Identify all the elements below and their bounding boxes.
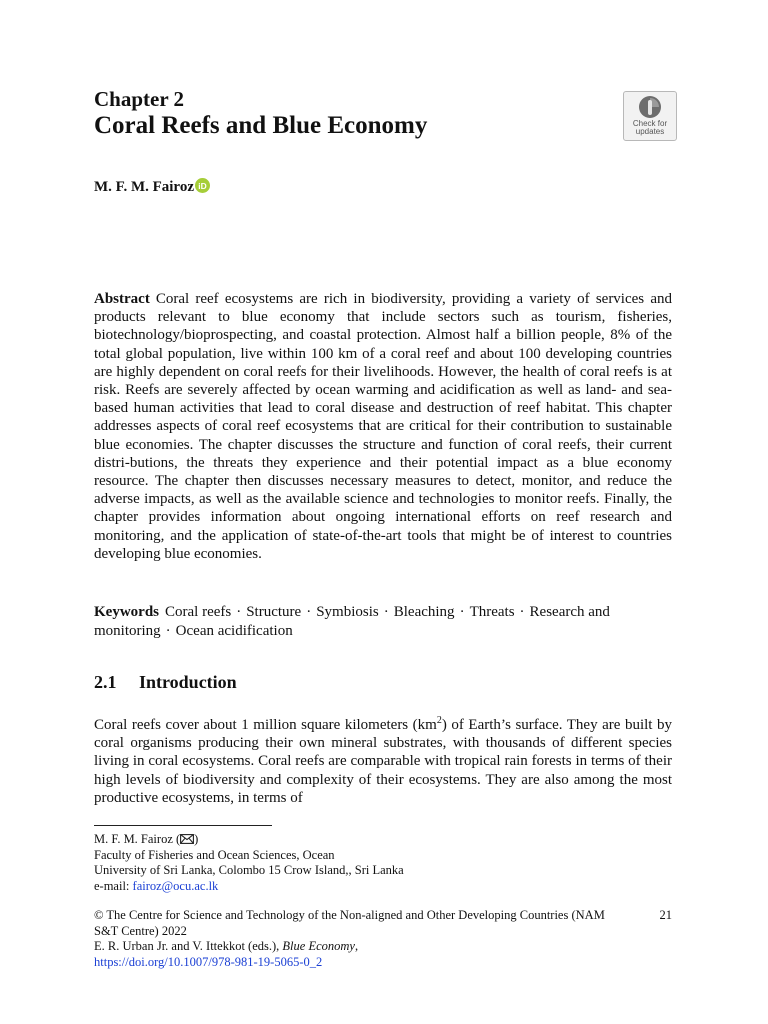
- keyword: Symbiosis: [316, 604, 379, 620]
- keyword: Research and monitoring: [94, 604, 610, 639]
- keyword: Coral reefs: [165, 604, 232, 620]
- email-line: [94, 879, 404, 895]
- doi-link[interactable]: https://doi.org/10.1007/978-981-19-5065-0_2: [94, 954, 323, 969]
- abstract: [94, 290, 672, 563]
- intro-text-part: Coral reefs cover about 1 million square kilometers (km: [94, 717, 437, 733]
- affiliation-author-line: [94, 832, 404, 848]
- affiliation-author-close: ): [194, 832, 199, 846]
- svg-text:iD: iD: [198, 180, 207, 191]
- chapter-label: Chapter 2: [94, 87, 185, 111]
- affiliation-author: M. F. M. Fairoz (: [94, 832, 181, 846]
- section-number: 2.1: [94, 672, 117, 692]
- author-affiliation: [94, 832, 404, 894]
- check-for-updates-badge[interactable]: [623, 91, 677, 141]
- keyword: Ocean acidification: [175, 622, 293, 639]
- keyword-separator: ·: [306, 604, 312, 620]
- intro-text-part: ) of Earth’s surface. They are built by coral organisms producing their own mineral substrates, with thousands of different species living in coral ecosystems. Coral reefs are comparable with tropical rain forests in terms of their high levels of biodiversity and complexity of their ecosystems. They are also among the most productive ecosystems, in terms of: [94, 717, 672, 806]
- copyright-block: [94, 908, 614, 970]
- chapter-title: Coral Reefs and Blue Economy: [94, 112, 428, 139]
- section-heading: [94, 672, 237, 693]
- author-name: M. F. M. Fairoz: [94, 179, 194, 195]
- abstract-label: Abstract: [94, 291, 150, 307]
- section-title: Introduction: [139, 672, 237, 692]
- footnote-rule: [94, 825, 272, 826]
- intro-paragraph: [94, 716, 672, 807]
- keyword: Threats: [469, 604, 515, 620]
- keywords-label: Keywords: [94, 604, 159, 620]
- editors-text: E. R. Urban Jr. and V. Ittekkot (eds.),: [94, 939, 283, 953]
- keyword-separator: ·: [459, 604, 465, 620]
- editors-line: [94, 939, 614, 955]
- superscript: 2: [436, 715, 442, 726]
- email-link[interactable]: fairoz@ocu.ac.lk: [132, 878, 219, 893]
- affiliation-line: University of Sri Lanka, Colombo 15 Crow Island,, Sri Lanka: [94, 863, 404, 877]
- badge-label: Check for updates: [632, 119, 668, 136]
- affiliation-line: Faculty of Fisheries and Ocean Sciences, Ocean: [94, 847, 335, 862]
- abstract-text: Coral reef ecosystems are rich in biodiversity, providing a variety of services and products relevant to blue economy that include sectors such as tourism, fisheries, biotechnology/bioprospecting, and coastal protection. Almost half a billion people, 8% of the total global population, live within 100 km of a coral reef and about 100 developing countries are highly dependent on coral reefs for their livelihoods. However, the health of coral reefs is at risk. Reefs are severely affected by ocean warming and acidification as well as land- and sea-based human activities that lead to coral disease and destruction of reef habitat. This chapter addresses aspects of coral reef ecosystems that are critical for their contribution to sustainable blue economies. The chapter discusses the structure and function of coral reefs, their current distri-butions, the threats they experience and their potential impact as a blue economy resource. The chapter then discusses necessary measures to detect, monitor, and reduce the adverse impacts, as well as the available science and technologies to monitor reefs. Finally, the chapter provides information about ongoing international efforts on reef research and monitoring, and the application of state-of-the-art tools that might be of interest to countries developing blue economies.: [94, 291, 672, 562]
- orcid-icon[interactable]: [195, 178, 210, 198]
- keyword-separator: ·: [519, 604, 525, 620]
- keyword: Structure: [246, 604, 302, 620]
- keyword-separator: ·: [165, 622, 171, 639]
- copyright-line: © The Centre for Science and Technology of the Non-aligned and Other Developing Countries (NAM S&T Centre) 2022: [94, 908, 605, 938]
- keyword-separator: ·: [236, 604, 242, 620]
- email-label: e-mail:: [94, 878, 133, 893]
- page-number: 21: [659, 908, 672, 922]
- envelope-icon[interactable]: [180, 832, 194, 846]
- keywords: [94, 603, 672, 640]
- editors-suffix: ,: [354, 939, 359, 953]
- keyword: Bleaching: [393, 604, 455, 620]
- author-line: [94, 178, 210, 198]
- check-for-updates-icon: [638, 95, 662, 119]
- book-title: Blue Economy: [282, 939, 355, 953]
- keyword-separator: ·: [383, 604, 389, 620]
